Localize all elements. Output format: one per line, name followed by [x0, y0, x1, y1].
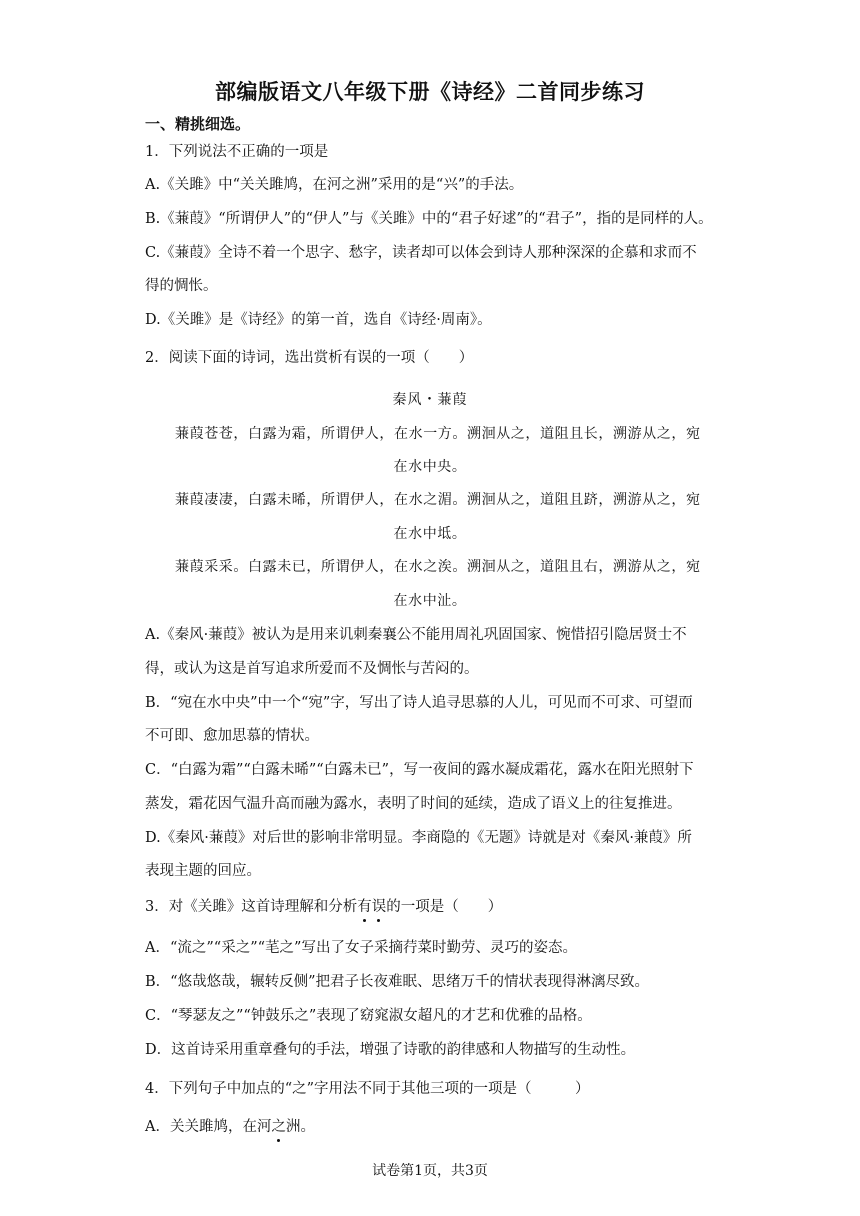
question-2-option-d: D.《秦风·蒹葭》对后世的影响非常明显。李商隐的《无题》诗就是对《秦风·兼葭》所 — [145, 830, 692, 846]
question-2-option-b: B．“宛在水中央”中一个“宛”字，写出了诗人追寻思慕的人儿，可见而不可求、可望而 — [145, 695, 693, 711]
question-2-option-c: C．“白露为霜”“白露未晞”“白露未已”，写一夜间的露水凝成霜花，露水在阳光照射下 — [145, 762, 694, 778]
question-3-stem-text: 3．对《关雎》这首诗理解和分析 — [145, 899, 358, 915]
question-1-option-d: D.《关雎》是《诗经》的第一首，选自《诗经·周南》。 — [145, 312, 492, 328]
poem-stanza-1: 蒹葭苍苍，白露为霜，所谓伊人，在水一方。溯洄从之，道阻且长，溯游从之，宛 — [175, 426, 701, 442]
question-3-stem — [145, 897, 502, 917]
poem-stanza-3: 蒹葭采采。白露未已，所谓伊人，在水之涘。溯洄从之，道阻且右，溯游从之，宛 — [175, 559, 701, 575]
question-2-stem: 2．阅读下面的诗词，选出赏析有误的一项（ ） — [145, 350, 474, 366]
question-2-option-c-cont: 蒸发，霜花因气温升高而融为露水，表明了时间的延续，造成了语义上的往复推进。 — [145, 796, 682, 812]
question-2-option-d-cont: 表现主题的回应。 — [145, 863, 261, 879]
poem-stanza-3-end: 在水中沚。 — [393, 593, 467, 609]
question-2-option-a-cont: 得，或认为这是首写追求所爱而不及惆怅与苦闷的。 — [145, 661, 479, 677]
question-3-option-d: D．这首诗采用重章叠句的手法，增强了诗歌的韵律感和人物描写的生动性。 — [145, 1042, 636, 1058]
page-title: 部编版语文八年级下册《诗经》二首同步练习 — [215, 80, 645, 104]
question-4-stem: 4．下列句子中加点的“之”字用法不同于其他三项的一项是（ ） — [145, 1081, 590, 1097]
question-4-option-a-text: A．关关雎鸠，在河 — [145, 1119, 272, 1135]
poem-stanza-2-end: 在水中坻。 — [393, 526, 467, 542]
emphasis-char: 之 — [271, 1119, 286, 1135]
poem-title: 秦风・蒹葭 — [392, 392, 468, 408]
question-2-option-a: A.《秦风·蒹葭》被认为是用来讥刺秦襄公不能用周礼巩固国家、惋惜招引隐居贤士不 — [145, 627, 687, 643]
question-1-option-c: C.《蒹葭》全诗不着一个思字、愁字，读者却可以体会到诗人那种深深的企慕和求而不 — [145, 245, 697, 261]
poem-stanza-1-end: 在水中央。 — [393, 459, 467, 475]
emphasis-char: 有 — [357, 899, 372, 915]
question-4-option-a — [145, 1117, 315, 1137]
question-1-option-b: B.《蒹葭》“所谓伊人”的“伊人”与《关雎》中的“君子好逑”的“君子”，指的是同样的人。 — [145, 211, 713, 227]
question-3-option-a: A．“流之”“采之”“芼之”写出了女子采摘荇菜时勤劳、灵巧的姿态。 — [145, 940, 577, 956]
question-1-option-c-cont: 得的惆怅。 — [145, 278, 218, 294]
question-3-option-b: B．“悠哉悠哉，辗转反侧”把君子长夜难眠、思绪万千的情状表现得淋漓尽致。 — [145, 974, 649, 990]
question-1-stem: 1．下列说法不正确的一项是 — [145, 144, 329, 160]
page-footer: 试卷第1页，共3页 — [372, 1163, 488, 1179]
section-heading: 一、精挑细选。 — [145, 115, 251, 133]
question-3-stem-tail: 的一项是（ ） — [386, 899, 503, 915]
question-4-option-a-tail: 洲。 — [285, 1119, 315, 1135]
question-3-option-c: C．“琴瑟友之”“钟鼓乐之”表现了窈窕淑女超凡的才艺和优雅的品格。 — [145, 1008, 592, 1024]
question-1-option-a: A.《关雎》中“关关雎鸠，在河之洲”采用的是“兴”的手法。 — [145, 177, 524, 193]
poem-stanza-2: 蒹葭凄凄，白露未晞，所谓伊人，在水之湄。溯洄从之，道阻且跻，溯游从之，宛 — [175, 492, 701, 508]
emphasis-char: 误 — [371, 899, 387, 915]
question-2-option-b-cont: 不可即、愈加思慕的情状。 — [145, 728, 319, 744]
